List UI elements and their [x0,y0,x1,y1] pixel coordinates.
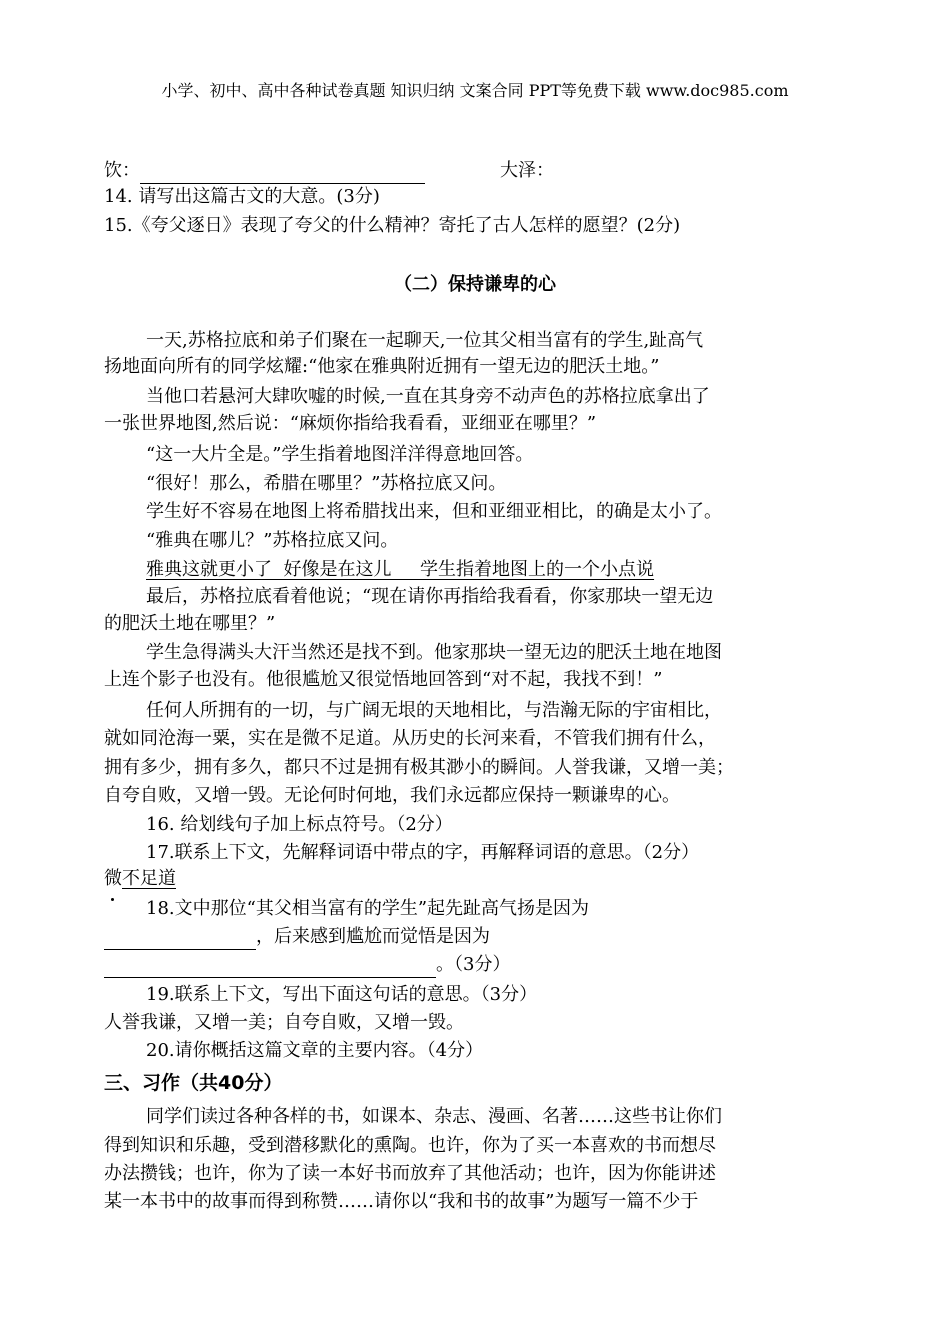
question-18: 18.文中那位“其父相当富有的学生”起先趾高气扬是因为 [146,898,590,919]
dotted-char: 微 [104,868,122,889]
page-header-banner: 小学、初中、高中各种试卷真题 知识归纳 文案合同 PPT等免费下载 www.doc985.com [161,81,789,100]
answer-blank-18a[interactable] [104,929,256,950]
question-17: 17.联系上下文，先解释词语中带点的字，再解释词语的意思。（2分） [146,842,700,863]
story-paragraph-8: 最后，苏格拉底看着他说；“现在请你再指给我看看，你家那块一望无边 [146,586,714,607]
section-3-title: 三、习作（共40分） [104,1072,283,1094]
essay-prompt-line-1: 同学们读过各种各样的书，如课本、杂志、漫画、名著……这些书让你们 [146,1106,722,1127]
essay-prompt-line-3: 办法攒钱；也许，你为了读一本好书而放弃了其他活动；也许，因为你能讲述 [104,1163,716,1184]
fill-label-daze: 大泽： [500,160,554,181]
story-paragraph-1-cont: 扬地面向所有的同学炫耀:“他家在雅典附近拥有一望无边的肥沃土地。” [104,356,660,377]
story-paragraph-8-cont: 的肥沃土地在哪里？” [104,613,276,634]
story-paragraph-1: 一天,苏格拉底和弟子们聚在一起聊天,一位其父相当富有的学生,趾高气 [146,330,704,351]
question-18-line2 [104,924,490,950]
question-18-mid: ，后来感到尴尬而觉悟是因为 [256,926,490,947]
question-19: 19.联系上下文，写出下面这句话的意思。（3分） [146,984,538,1005]
question-19-sentence: 人誉我谦，又增一美；自夸自败，又增一毁。 [104,1012,464,1033]
story-paragraph-9-cont: 上连个影子也没有。他很尴尬又很觉悟地回答到“对不起，我找不到！” [104,669,663,690]
story-paragraph-5: 学生好不容易在地图上将希腊找出来，但和亚细亚相比，的确是太小了。 [146,501,722,522]
word-rest: 不足道 [122,868,176,889]
essay-prompt-line-4: 某一本书中的故事而得到称赞……请你以“我和书的故事”为题写一篇不少于 [104,1191,699,1212]
story-paragraph-9: 学生急得满头大汗当然还是找不到。他家那块一望无边的肥沃土地在地图 [146,642,722,663]
story-paragraph-10-line2: 就如同沧海一粟，实在是微不足道。从历史的长河来看，不管我们拥有什么， [104,728,716,749]
question-14: 14. 请写出这篇古文的大意。(3分) [104,186,380,207]
answer-blank-18b[interactable] [104,957,436,978]
question-15: 15.《夸父逐日》表现了夸父的什么精神？寄托了古人怎样的愿望？(2分) [104,215,681,236]
story-paragraph-2-cont: 一张世界地图,然后说：“麻烦你指给我看看，亚细亚在哪里？” [104,413,597,434]
question-17-word [104,866,176,892]
story-paragraph-10: 任何人所拥有的一切，与广阔无垠的天地相比，与浩瀚无际的宇宙相比， [146,700,722,721]
story-paragraph-3: “这一大片全是。”学生指着地图洋洋得意地回答。 [146,444,534,465]
question-20: 20.请你概括这篇文章的主要内容。（4分） [146,1040,484,1061]
story-paragraph-6: “雅典在哪儿？”苏格拉底又问。 [146,530,399,551]
essay-prompt-line-2: 得到知识和乐趣，受到潜移默化的熏陶。也许，你为了买一本喜欢的书而想尽 [104,1135,716,1156]
story-paragraph-10-line4: 自夸自败，又增一毁。无论何时何地，我们永远都应保持一颗谦卑的心。 [104,785,680,806]
underlined-sentence: 雅典这就更小了 好像是在这儿 学生指着地图上的一个小点说 [146,559,655,580]
fill-label-yin: 饮： [104,160,140,181]
story-paragraph-2: 当他口若悬河大肆吹嘘的时候,一直在其身旁不动声色的苏格拉底拿出了 [146,386,710,407]
story-paragraph-4: “很好！那么，希腊在哪里？”苏格拉底又问。 [146,473,507,494]
section-title: （二）保持谦卑的心 [394,274,556,295]
question-18-line3 [104,952,510,978]
fill-row [104,158,554,184]
question-16: 16. 给划线句子加上标点符号。（2分） [146,814,453,835]
story-paragraph-10-line3: 拥有多少，拥有多久，都只不过是拥有极其渺小的瞬间。人誉我谦，又增一美； [104,757,734,778]
answer-blank-yin[interactable] [140,163,425,184]
question-18-score: 。（3分） [436,954,511,975]
